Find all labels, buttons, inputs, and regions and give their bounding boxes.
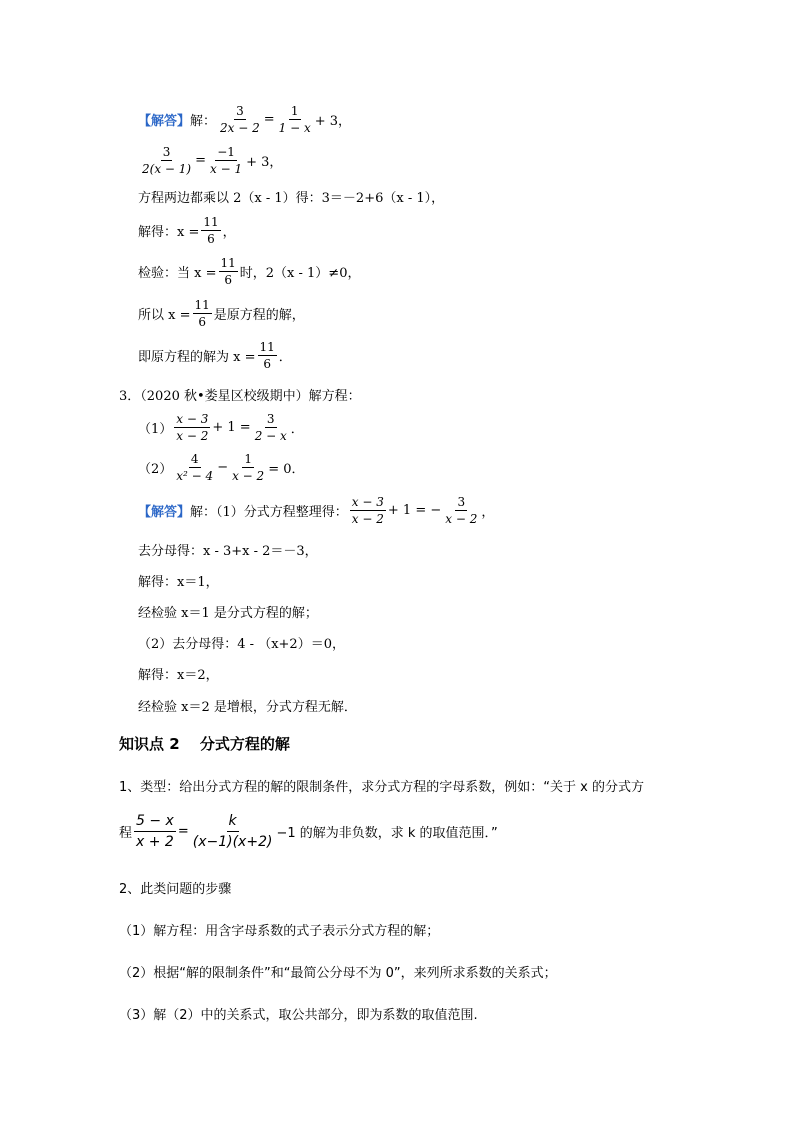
q3-step: 经检验 x＝2 是增根，分式方程无解． bbox=[138, 700, 357, 715]
section-item-1: 1、类型：给出分式方程的解的限制条件，求分式方程的字母系数，例如：“关于 x 的分式方 bbox=[119, 780, 644, 795]
q2-check-line: 检验：当 x = $\frac{11}{6}$ 时，2（x - 1）≠0， bbox=[138, 256, 361, 287]
fraction: $\frac{11}{6}$ bbox=[194, 298, 210, 329]
q2-so-line: 所以 x = $\frac{11}{6}$ 是原方程的解， bbox=[138, 298, 305, 329]
q3-step: 经检验 x＝1 是分式方程的解； bbox=[138, 606, 318, 621]
q3-part1: （1） $\frac{x - 3}{x - 2}$ + 1 = $\frac{3}{2 - x}$ ． bbox=[138, 412, 304, 443]
fraction: $\frac{x - 3}{x - 2}$ bbox=[351, 495, 384, 526]
q2-final-line: 即原方程的解为 x = $\frac{11}{6}$ ． bbox=[138, 340, 292, 371]
q3-step: 去分母得：x - 3+x - 2＝－3， bbox=[138, 544, 318, 559]
fraction: $\frac{11}{6}$ bbox=[259, 340, 275, 371]
fraction: $\frac{5 - x}{x + 2}$ bbox=[136, 813, 174, 850]
section-step: （2）根据“解的限制条件”和“最简公分母不为 0”，来列所求系数的关系式； bbox=[119, 966, 557, 981]
fraction: $\frac{1}{x - 2}$ bbox=[232, 452, 265, 483]
q3-answer-line-1: 【解答】 解：（1）分式方程整理得： $\frac{x - 3}{x - 2}$ + 1 = − $\frac{3}{x - 2}$ ， bbox=[138, 495, 495, 526]
q2-step-multiply: 方程两边都乘以 2（x - 1）得：3＝－2+6（x - 1）， bbox=[138, 191, 445, 206]
section-item-2: 2、此类问题的步骤 bbox=[119, 882, 232, 897]
fraction: $\frac{k}{(x-1)(x+2)}$ bbox=[192, 813, 273, 850]
q2-answer-line-1: 【解答】 解： $\frac{3}{2x - 2}$ = $\frac{1}{1 - x}$ + 3， bbox=[138, 104, 352, 135]
section-step: （1）解方程：用含字母系数的式子表示分式方程的解； bbox=[119, 924, 440, 939]
fraction: $\frac{3}{2 - x}$ bbox=[254, 412, 287, 443]
section-step: （3）解（2）中的关系式，取公共部分，即为系数的取值范围. bbox=[119, 1008, 478, 1023]
q3-part2: （2） $\frac{4}{\text{x² − 4}}$ − $\frac{1}{x - 2}$ = 0． bbox=[138, 452, 305, 483]
fraction: $\frac{x - 3}{x - 2}$ bbox=[176, 412, 209, 443]
section-item-1-formula: 程 $\frac{5 - x}{x + 2}$ = $\frac{k}{(x-1)(x+2)}$ −1 的解为非负数，求 k 的取值范围．” bbox=[119, 813, 498, 850]
answer-tag: 【解答】 bbox=[138, 505, 191, 520]
fraction: $\frac{3}{2x - 2}$ bbox=[220, 104, 260, 135]
q3-title: 3．（2020 秋•娄星区校级期中）解方程： bbox=[119, 389, 361, 404]
fraction: $\frac{3}{2(x - 1)}$ bbox=[142, 145, 192, 176]
q2-solve-line: 解得：x = $\frac{11}{6}$ ， bbox=[138, 215, 236, 246]
q3-step: 解得：x＝1， bbox=[138, 575, 219, 590]
q2-answer-line-2: $\frac{3}{2(x - 1)}$ = $\frac{-1}{x - 1}$ + 3， bbox=[142, 145, 283, 176]
q3-step: 解得：x＝2， bbox=[138, 668, 219, 683]
fraction: $\frac{3}{x - 2}$ bbox=[445, 495, 478, 526]
section-heading: 知识点 2 分式方程的解 bbox=[119, 735, 290, 753]
q3-step: （2）去分母得：4 - （x+2）＝0， bbox=[138, 637, 345, 652]
fraction: $\frac{4}{\text{x² − 4}}$ bbox=[176, 452, 214, 483]
fraction: $\frac{-1}{x - 1}$ bbox=[210, 145, 243, 176]
fraction: $\frac{11}{6}$ bbox=[203, 215, 219, 246]
fraction: $\frac{1}{1 - x}$ bbox=[278, 104, 311, 135]
answer-tag: 【解答】 bbox=[138, 114, 191, 129]
answer-intro: 解： bbox=[190, 114, 217, 129]
fraction: $\frac{11}{6}$ bbox=[220, 256, 236, 287]
